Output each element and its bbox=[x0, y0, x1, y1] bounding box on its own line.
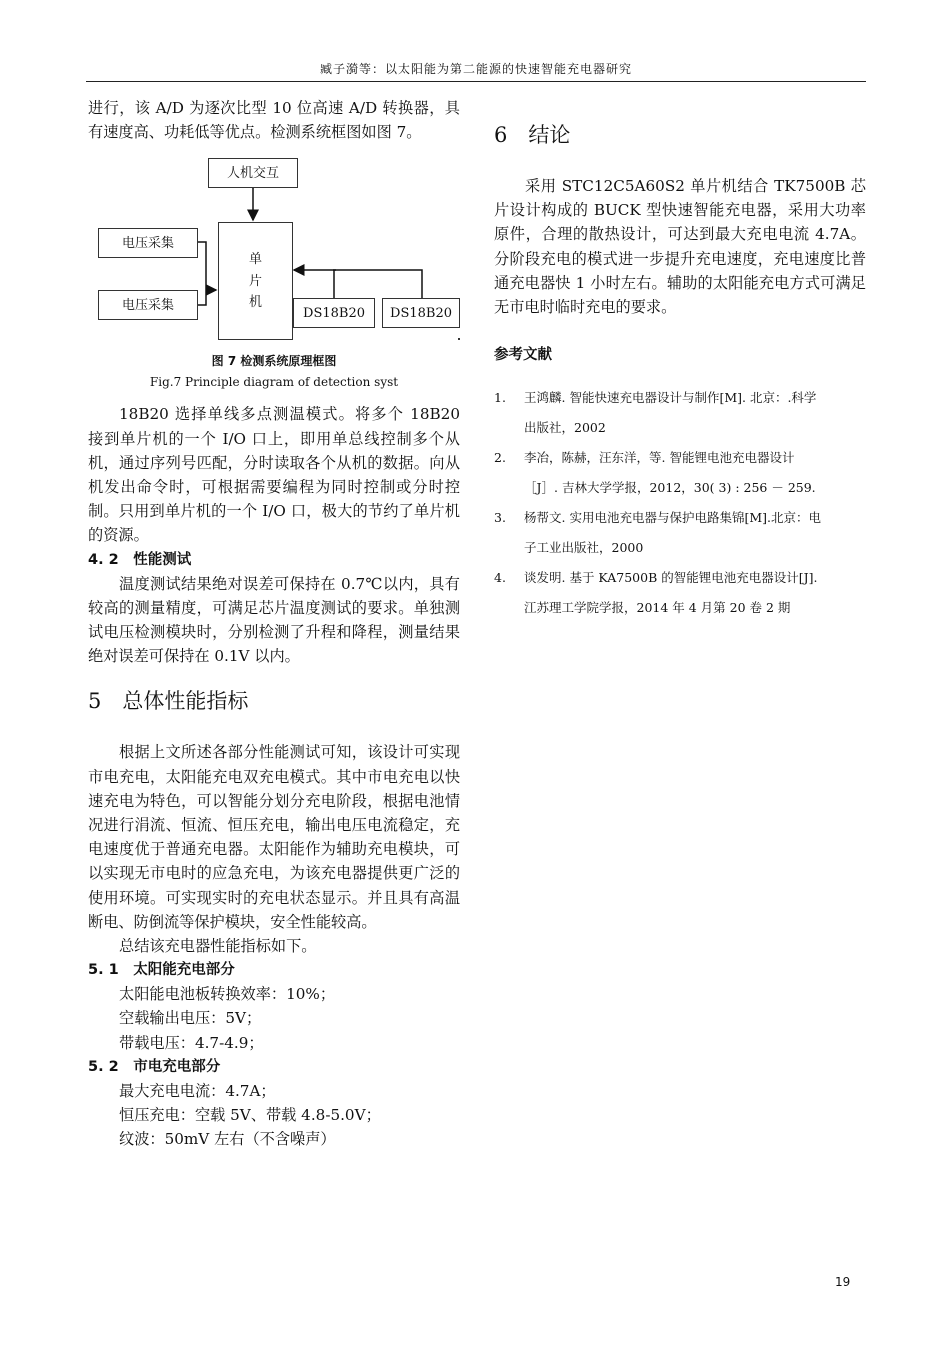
mcu-box bbox=[218, 222, 293, 340]
ds18b20-sensor-1: DS18B20 bbox=[293, 298, 375, 328]
page-number: 19 bbox=[835, 1275, 851, 1289]
mcu-label-2: 片 bbox=[248, 273, 262, 289]
reference-item-3 bbox=[494, 503, 866, 563]
ds18b20-sensor-2: DS18B20 bbox=[382, 298, 460, 328]
reference-text-line2: ［J］. 吉林大学学报，2012，30( 3) : 256 － 259. bbox=[524, 480, 816, 496]
reference-text-line1: 杨帮文. 实用电池充电器与保护电路集锦[M].北京：电 bbox=[524, 510, 821, 526]
reference-number: 1. bbox=[494, 390, 506, 406]
mcu-label-1: 单 bbox=[248, 252, 262, 268]
reference-number: 3. bbox=[494, 510, 506, 526]
figure-7-diagram bbox=[88, 150, 460, 390]
reference-item-4 bbox=[494, 563, 866, 623]
mains-spec-3: 纹波：50mV 左右（不含噪声） bbox=[119, 1130, 336, 1149]
voltage-acquisition-box-1: 电压采集 bbox=[98, 228, 198, 258]
reference-text-line1: 王鸿麟. 智能快速充电器设计与制作[M]. 北京：.科学 bbox=[524, 390, 817, 406]
intro-paragraph: 进行，该 A/D 为逐次比型 10 位高速 A/D 转换器，具有速度高、功耗低等优点。检测系统框图如图 7。 bbox=[88, 99, 460, 142]
section-5-1-heading: 5. 1 太阳能充电部分 bbox=[88, 962, 235, 979]
performance-paragraph: 温度测试结果绝对误差可保持在 0.7℃以内，具有较高的测量精度，可满足芯片温度测试的要求。单独测试电压检测模块时，分别检测了升程和降程，测量结果绝对误差可保持在 0.1V 以内。 bbox=[88, 574, 460, 666]
mains-spec-1: 最大充电电流：4.7A； bbox=[119, 1081, 276, 1100]
mains-spec-2: 恒压充电：空载 5V、带载 4.8-5.0V； bbox=[119, 1106, 381, 1125]
section-4-2-heading: 4. 2 性能测试 bbox=[88, 551, 192, 568]
reference-text-line2: 出版社，2002 bbox=[524, 420, 606, 436]
running-header: 臧子漪等：以太阳能为第二能源的快速智能充电器研究 bbox=[319, 62, 632, 76]
solar-spec-3: 带载电压：4.7-4.9； bbox=[119, 1033, 264, 1052]
solar-spec-2: 空载输出电压：5V； bbox=[119, 1009, 262, 1028]
summary-line: 总结该充电器性能指标如下。 bbox=[119, 937, 317, 956]
references-heading: 参考文献 bbox=[494, 347, 552, 364]
overall-paragraph: 根据上文所述各部分性能测试可知，该设计可实现市电充电，太阳能充电双充电模式。其中市电充电以快速充电为特色，可以智能分划分充电阶段，根据电池情况进行涓流、恒流、恒压充电，输出电压电流稳定，充电速度优于普通充电器。太阳能作为辅助充电模块，可以实现无市电时的应急充电，为该充电器提供更广泛的使用环境。可实现实时的充电状态显示。并且具有高温断电、防倒流等保护模块，安全性能较高。 bbox=[88, 743, 460, 931]
voltage-acquisition-box-2: 电压采集 bbox=[98, 290, 198, 320]
section-5-2-heading: 5. 2 市电充电部分 bbox=[88, 1058, 221, 1075]
reference-number: 4. bbox=[494, 570, 506, 586]
reference-number: 2. bbox=[494, 450, 506, 466]
header-rule bbox=[86, 81, 866, 82]
reference-item-1 bbox=[494, 383, 866, 443]
mcu-label-3: 机 bbox=[248, 295, 262, 311]
left-column bbox=[88, 96, 460, 1151]
reference-text-line1: 李冶，陈赫，汪东洋，等. 智能锂电池充电器设计 bbox=[524, 450, 795, 466]
section-5-heading: 5 总体性能指标 bbox=[88, 689, 249, 714]
reference-text-line1: 谈发明. 基于 KA7500B 的智能锂电池充电器设计[J]. bbox=[524, 570, 818, 586]
figure-caption bbox=[88, 350, 460, 392]
section-6-heading: 6 结论 bbox=[494, 123, 571, 147]
conclusion-paragraph: 采用 STC12C5A60S2 单片机结合 TK7500B 芯片设计构成的 BUCK 型快速智能充电器，采用大功率原件，合理的散热设计，可达到最大充电电流 4.7A。分阶段充电的模式进一步提升充电速度，充电速度比普通充电器快 1 小时左右。辅助的太阳能充电方式可满足无市电时临时充电的要求。 bbox=[494, 177, 866, 317]
solar-spec-1: 太阳能电池板转换效率：10%； bbox=[119, 985, 336, 1004]
reference-text-line2: 江苏理工学院学报，2014 年 4 月第 20 卷 2 期 bbox=[524, 600, 791, 616]
caption-zh: 图 7 检测系统原理框图 bbox=[211, 354, 337, 369]
right-column bbox=[494, 120, 866, 623]
ds18b20-paragraph: 18B20 选择单线多点测温模式。将多个 18B20 接到单片机的一个 I/O 口上，即用单总线控制多个从机，通过序列号匹配，分时读取各个从机的数据。向从机发出命令时，可根据需要编程为同时控制或分时控制。只用到单片机的一个 I/O 口，极大的节约了单片机的资源。 bbox=[88, 405, 460, 545]
reference-text-line2: 子工业出版社，2000 bbox=[524, 540, 644, 556]
human-interaction-box: 人机交互 bbox=[208, 158, 298, 188]
caption-en: Fig.7 Principle diagram of detection syst bbox=[149, 375, 399, 390]
reference-item-2 bbox=[494, 443, 866, 503]
